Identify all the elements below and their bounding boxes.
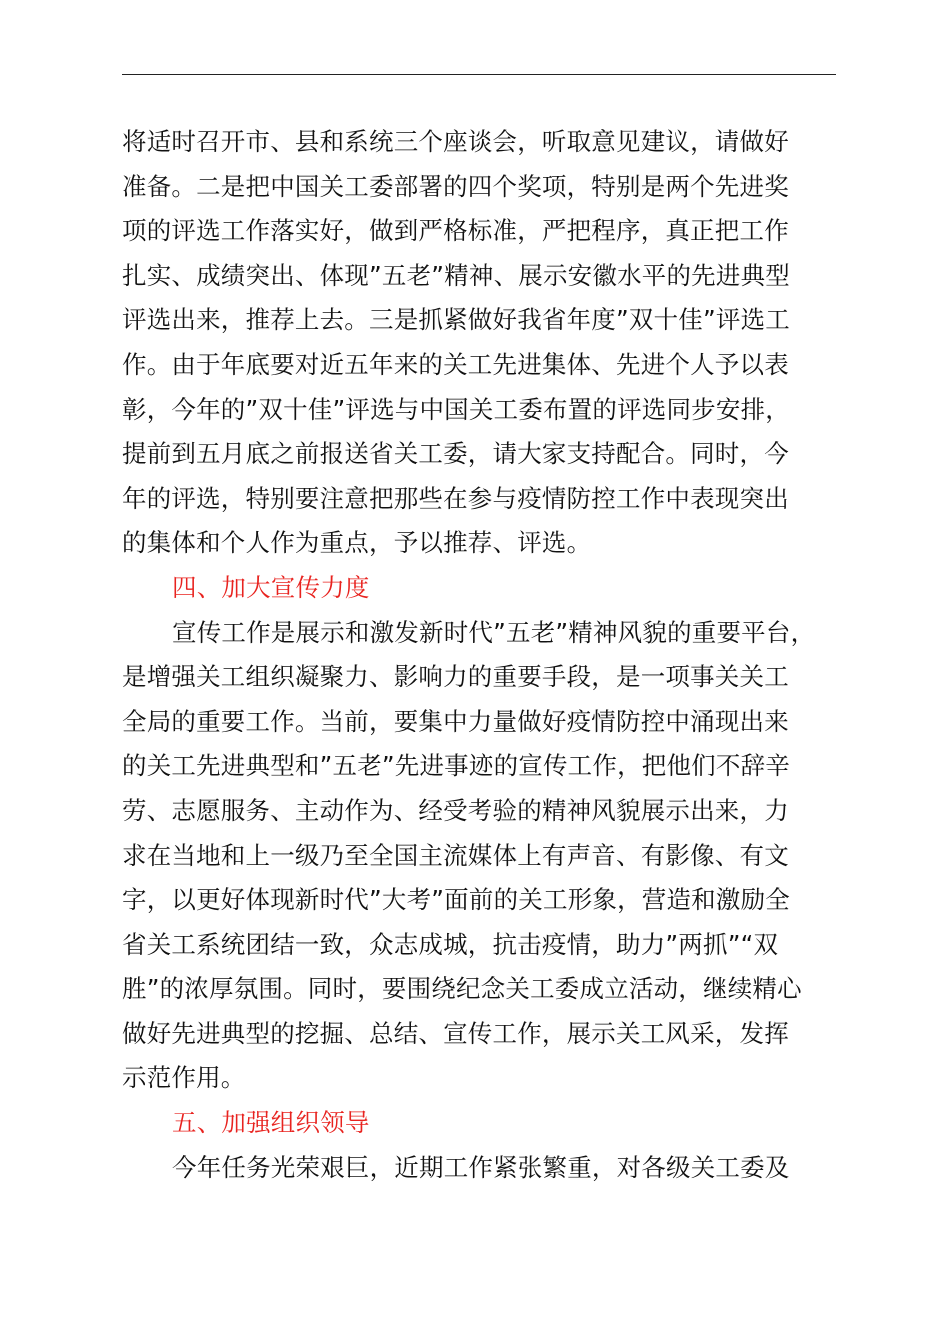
text-line: 劳、志愿服务、主动作为、经受考验的精神风貌展示出来，力 <box>122 795 789 825</box>
text-line: 年的评选，特别要注意把那些在参与疫情防控工作中表现突出 <box>122 483 789 513</box>
text-line: 宣传工作是展示和激发新时代”五老”精神风貌的重要平台， <box>172 617 816 647</box>
text-line: 项的评选工作落实好，做到严格标准，严把程序，真正把工作 <box>122 216 789 246</box>
text-line: 准备。二是把中国关工委部署的四个奖项，特别是两个先进奖 <box>122 171 789 201</box>
paragraph <box>122 1146 840 1191</box>
document-body <box>122 120 840 1190</box>
text-line: 今年任务光荣艰巨，近期工作紧张繁重，对各级关工委及 <box>172 1152 790 1182</box>
header-rule <box>122 74 836 75</box>
text-line: 做好先进典型的挖掘、总结、宣传工作，展示关工风采，发挥 <box>122 1018 789 1048</box>
text-line: 作。由于年底要对近五年来的关工先进集体、先进个人予以表 <box>122 349 789 379</box>
section-heading: 四、加大宣传力度 <box>172 572 370 602</box>
text-line: 全局的重要工作。当前，要集中力量做好疫情防控中涌现出来 <box>122 706 789 736</box>
text-line: 示范作用。 <box>122 1063 246 1093</box>
section-heading: 五、加强组织领导 <box>172 1108 370 1138</box>
text-line: 扎实、成绩突出、体现”五老”精神、展示安徽水平的先进典型 <box>122 260 790 290</box>
text-line: 的关工先进典型和”五老”先进事迹的宣传工作，把他们不辞辛 <box>122 751 790 781</box>
text-line: 省关工系统团结一致，众志成城，抗击疫情，助力”两抓”“双 <box>122 929 779 959</box>
paragraph <box>122 120 840 566</box>
text-line: 评选出来，推荐上去。三是抓紧做好我省年度”双十佳”评选工 <box>122 305 790 335</box>
text-line: 提前到五月底之前报送省关工委，请大家支持配合。同时，今 <box>122 439 789 469</box>
text-line: 字，以更好体现新时代”大考”面前的关工形象，营造和激励全 <box>122 885 790 915</box>
text-line: 求在当地和上一级乃至全国主流媒体上有声音、有影像、有文 <box>122 840 789 870</box>
text-line: 彰，今年的”双十佳”评选与中国关工委布置的评选同步安排， <box>122 394 790 424</box>
paragraph <box>122 611 840 1102</box>
text-line: 胜”的浓厚氛围。同时，要围绕纪念关工委成立活动，继续精心 <box>122 974 802 1004</box>
text-line: 是增强关工组织凝聚力、影响力的重要手段，是一项事关关工 <box>122 662 789 692</box>
text-line: 的集体和个人作为重点，予以推荐、评选。 <box>122 528 592 558</box>
text-line: 将适时召开市、县和系统三个座谈会，听取意见建议，请做好 <box>122 127 789 156</box>
